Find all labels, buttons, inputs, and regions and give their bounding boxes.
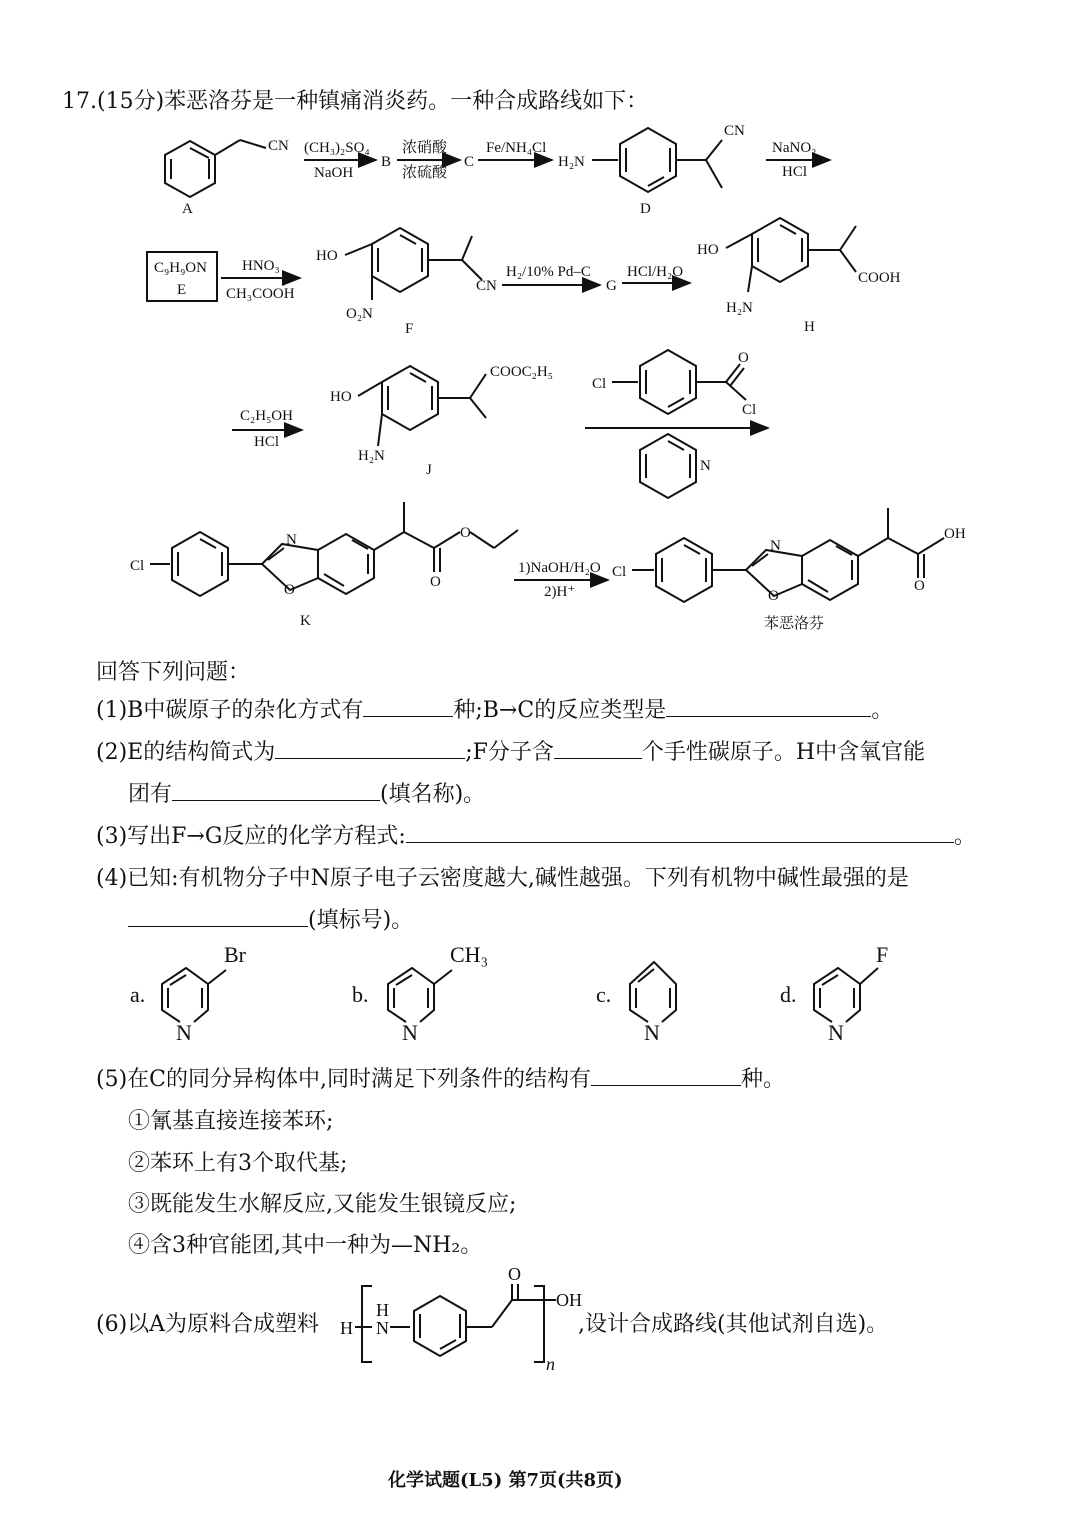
option-d-n: N bbox=[828, 1020, 844, 1045]
reagent-1-bottom: NaOH bbox=[314, 165, 354, 181]
acid-oh-product: OH bbox=[944, 526, 966, 542]
reagent-6-top: H₂/10% Pd–C bbox=[506, 264, 591, 280]
question-1: (1)B中碳原子的杂化方式有 种;B→C的反应类型是 。 bbox=[96, 698, 894, 723]
reagent-2-top: 浓硝酸 bbox=[402, 140, 448, 156]
reagent-4-bottom: HCl bbox=[782, 164, 808, 180]
answer-blank-1b[interactable] bbox=[666, 698, 871, 717]
option-c-n: N bbox=[644, 1020, 660, 1045]
pyridine-options bbox=[0, 940, 1080, 1050]
polymer-n-subscript: n bbox=[546, 1354, 555, 1370]
compound-h-structure bbox=[726, 218, 856, 292]
group-cl-reagent: Cl bbox=[592, 376, 607, 392]
group-cl-product: Cl bbox=[612, 564, 627, 580]
group-cooh-h: COOH bbox=[858, 270, 901, 286]
option-a-structure bbox=[162, 968, 226, 1022]
option-a-label: a. bbox=[130, 982, 146, 1007]
group-ho-j: HO bbox=[330, 389, 352, 405]
reagent-4-top: NaNO₂ bbox=[772, 140, 817, 156]
group-h2n-h: H₂N bbox=[726, 300, 753, 316]
label-b: B bbox=[381, 154, 392, 170]
group-cn-d: CN bbox=[724, 123, 745, 139]
polymer-nh-n: N bbox=[376, 1318, 389, 1338]
label-j: J bbox=[426, 462, 432, 478]
answer-blank-2a[interactable] bbox=[275, 740, 465, 759]
question-6-a: (6)以A为原料合成塑料 bbox=[96, 1312, 320, 1337]
option-b-n: N bbox=[402, 1020, 418, 1045]
option-b-structure bbox=[388, 968, 452, 1022]
group-o-reagent: O bbox=[738, 350, 749, 366]
oxazole-n-product: N bbox=[770, 538, 781, 554]
oxazole-o-k: O bbox=[284, 582, 295, 598]
answer-blank-1a[interactable] bbox=[363, 698, 453, 717]
carbonyl-o-k: O bbox=[430, 574, 441, 590]
pyridine-n: N bbox=[700, 458, 711, 474]
question-6-b: ,设计合成路线(其他试剂自选)。 bbox=[578, 1312, 889, 1337]
group-cn-f: CN bbox=[476, 278, 497, 294]
reagent-pyridine-structure bbox=[640, 434, 696, 498]
compound-f-structure bbox=[345, 228, 482, 300]
group-ho-f: HO bbox=[316, 248, 338, 264]
group-h2n-j: H₂N bbox=[358, 448, 385, 464]
oxazole-n-k: N bbox=[286, 532, 297, 548]
answer-intro: 回答下列问题： bbox=[96, 660, 251, 685]
compound-e-formula: C₉H₉ON bbox=[154, 260, 207, 276]
label-f: F bbox=[405, 321, 414, 337]
product-benoxaprofen-structure bbox=[632, 508, 944, 602]
group-cl2-reagent: Cl bbox=[742, 402, 757, 418]
option-b-substituent: CH₃ bbox=[450, 942, 489, 967]
option-c-label: c. bbox=[596, 982, 612, 1007]
reagent-2-bottom: 浓硫酸 bbox=[402, 165, 448, 181]
compound-d-structure bbox=[592, 128, 722, 192]
option-d-structure bbox=[814, 968, 878, 1022]
synthesis-scheme bbox=[0, 110, 1080, 640]
label-a: A bbox=[182, 201, 193, 217]
question-4: (4)已知:有机物分子中N原子电子云密度越大,碱性越强。下列有机物中碱性最强的是 bbox=[96, 866, 909, 891]
compound-j-structure bbox=[358, 366, 486, 446]
compound-a-structure bbox=[165, 140, 266, 197]
option-b-label: b. bbox=[352, 982, 369, 1007]
reagent-3-top: Fe/NH₄Cl bbox=[486, 140, 547, 156]
reagent-7-top: HCl/H₂O bbox=[627, 264, 684, 280]
label-d: D bbox=[640, 201, 651, 217]
condition-2: ②苯环上有3个取代基; bbox=[128, 1151, 348, 1176]
oxazole-o-product: O bbox=[768, 588, 779, 604]
group-ho-h: HO bbox=[697, 242, 719, 258]
option-c-structure bbox=[630, 962, 676, 1022]
label-g: G bbox=[606, 278, 617, 294]
polymer-carbonyl-o: O bbox=[508, 1264, 521, 1284]
answer-blank-5[interactable] bbox=[591, 1067, 741, 1086]
option-a-n: N bbox=[176, 1020, 192, 1045]
group-h2n-d: H₂N bbox=[558, 154, 585, 170]
polymer-nh-h: H bbox=[376, 1300, 389, 1320]
group-cn-a: CN bbox=[268, 138, 289, 154]
ester-o-k: O bbox=[460, 525, 471, 541]
answer-blank-2c[interactable] bbox=[172, 782, 380, 801]
label-k: K bbox=[300, 613, 311, 629]
answer-blank-3[interactable] bbox=[406, 824, 954, 843]
reagent-1-top: (CH₃)₂SO₄ bbox=[304, 140, 370, 156]
acid-o-product: O bbox=[914, 578, 925, 594]
reagent-5-top: HNO₃ bbox=[242, 258, 280, 274]
condition-1: ①氰基直接连接苯环; bbox=[128, 1109, 334, 1134]
reagent-10-top: 1)NaOH/H₂O bbox=[518, 560, 601, 576]
compound-k-structure bbox=[150, 502, 518, 596]
question-2: (2)E的结构简式为 ;F分子含 个手性碳原子。H中含氧官能 bbox=[96, 740, 926, 765]
question-header: 17.(15分)苯恶洛芬是一种镇痛消炎药。一种合成路线如下： bbox=[62, 89, 649, 114]
reagent-acyl-chloride-structure bbox=[612, 350, 746, 414]
label-product: 苯恶洛芬 bbox=[764, 616, 825, 632]
reagent-5-bottom: CH₃COOH bbox=[226, 286, 295, 302]
question-2-cont: 团有 (填名称)。 bbox=[128, 782, 486, 807]
answer-blank-2b[interactable] bbox=[554, 740, 642, 759]
condition-3: ③既能发生水解反应,又能发生银镜反应; bbox=[128, 1192, 517, 1217]
polymer-oh-end: OH bbox=[556, 1290, 582, 1310]
option-d-label: d. bbox=[780, 982, 797, 1007]
reagent-8-bottom: HCl bbox=[254, 434, 280, 450]
reagent-8-top: C₂H₅OH bbox=[240, 408, 293, 424]
page-footer: 化学试题(L5) 第7页(共8页) bbox=[388, 1470, 623, 1491]
label-h: H bbox=[804, 319, 815, 335]
option-d-substituent: F bbox=[876, 942, 889, 967]
polymer-h-end: H bbox=[340, 1318, 353, 1338]
group-cl-k: Cl bbox=[130, 558, 145, 574]
group-cooc2h5-j: COOC₂H₅ bbox=[490, 364, 553, 380]
question-5: (5)在C的同分异构体中,同时满足下列条件的结构有 种。 bbox=[96, 1067, 786, 1092]
question-4-cont: (填标号)。 bbox=[128, 903, 413, 934]
polymer-structure bbox=[0, 1260, 1080, 1370]
label-e: E bbox=[177, 282, 187, 298]
label-c: C bbox=[464, 154, 475, 170]
option-a-substituent: Br bbox=[224, 942, 246, 967]
reagent-10-bottom: 2)H⁺ bbox=[544, 584, 576, 600]
answer-blank-4[interactable] bbox=[128, 908, 308, 927]
question-3: (3)写出F→G反应的化学方程式: 。 bbox=[96, 824, 976, 849]
condition-4: ④含3种官能团,其中一种为—NH₂。 bbox=[128, 1233, 483, 1258]
group-o2n-f: O₂N bbox=[346, 306, 373, 322]
